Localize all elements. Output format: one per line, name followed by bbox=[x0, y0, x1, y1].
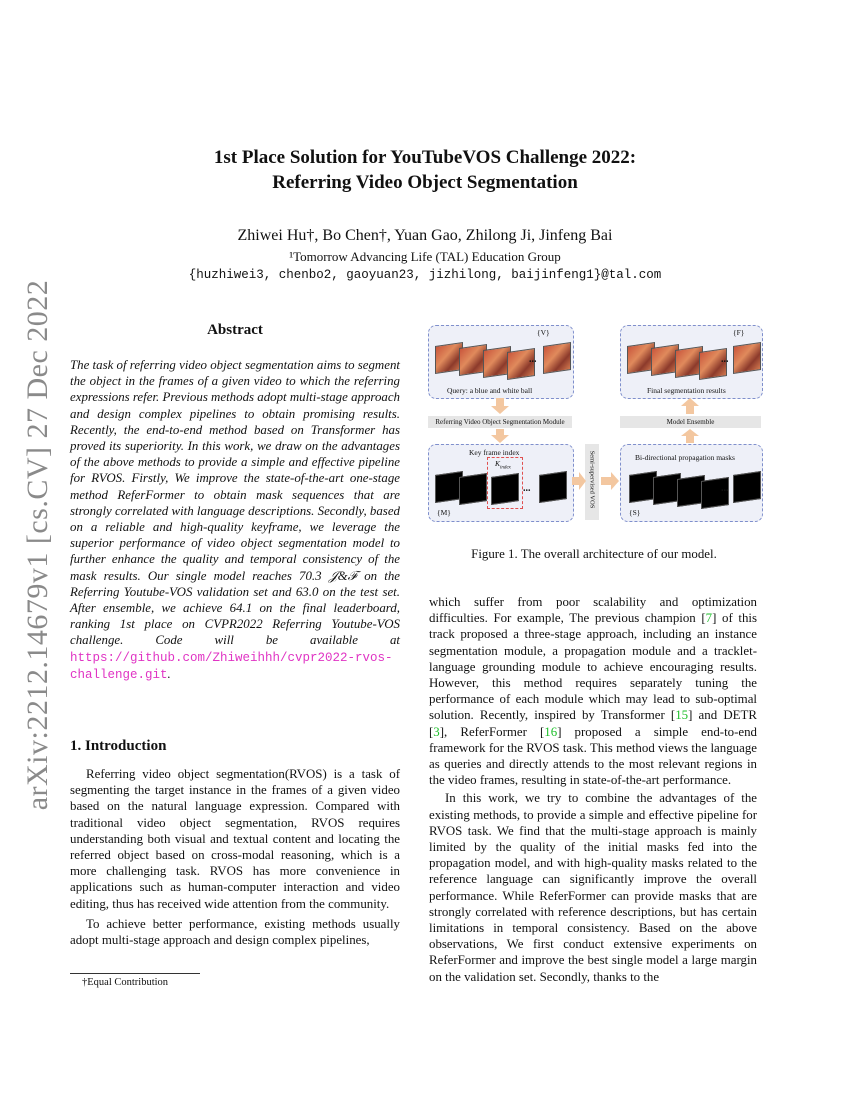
propagation-panel bbox=[620, 444, 763, 522]
up-arrow-icon bbox=[680, 398, 700, 414]
semi-supervised-vos-box: Semi-supervised VOS bbox=[585, 444, 599, 520]
mask-frame bbox=[491, 473, 519, 505]
paper-title-line-1: 1st Place Solution for YouTubeVOS Challenge 2022: bbox=[213, 147, 637, 168]
citation-link[interactable]: 7 bbox=[705, 611, 713, 626]
ellipsis: ... bbox=[523, 483, 531, 494]
citation-link[interactable]: 3 bbox=[433, 724, 440, 739]
set-m-label: {M} bbox=[437, 508, 451, 517]
final-results-label: Final segmentation results bbox=[647, 386, 726, 395]
abstract-text: The task of referring video object segmentation aims to segment the object in the frames of a given video to which the referring expressions refer. Previous methods adopt multi-stage approach and design complex pipelines to obtain promising results. Recently, the end-to-end method based on Transformer has proved its superiority. In this work, we draw on the advantages of the above methods to provide a simple and effective pipeline for RVOS. Firstly, We improve the state-of-the-art one-stage method ReferFormer to obtain mask sequences that are strongly correlated with language descriptions. Secondly, based on a reliable and high-quality keyframe, we leverage the superior performance of video object segmentation model to further enhance the quality and temporal consistency of the mask results. Our single model reaches 70.3 𝒥&ℱ on the Referring Youtube-VOS validation set and 63.0 on the test set. After ensemble, we achieve 64.1 on the final leaderboard, ranking 1st place on CVPR2022 Referring Youtube-VOS challenge. Code will be available at bbox=[70, 358, 400, 648]
right-paragraph-2: In this work, we try to combine the advantages of the existing methods, to provide a simple and effective pipeline for RVOS task. We find that the multi-stage approach is mainly limited by the quality of the initial masks fed into the propagation model, and with high-quality masks related to the reference language can significantly improve the overall performance. While ReferFormer can provide masks that are strongly correlated with reference descriptions, but has certain limitations in temporal consistency. Based on the above observations, We first conduct extensive experiments on ReferFormer and improve the best single model a large margin on the validation set. Secondly, thanks to the bbox=[429, 791, 757, 984]
citation-link[interactable]: 16 bbox=[544, 724, 558, 739]
key-frame-label: Key frame index bbox=[469, 448, 520, 457]
introduction-heading: 1. Introduction bbox=[70, 738, 167, 754]
abstract-end: . bbox=[167, 666, 171, 681]
mask-frame bbox=[459, 473, 487, 505]
set-s-label: {S} bbox=[629, 508, 641, 517]
down-arrow-icon bbox=[490, 429, 510, 443]
intro-paragraph-2: To achieve better performance, existing methods usually adopt multi-stage approach and design complex pipelines, bbox=[70, 916, 400, 948]
right-column-body bbox=[429, 594, 757, 985]
query-label: Query: a blue and white ball bbox=[447, 386, 533, 395]
key-frame-panel bbox=[428, 444, 574, 522]
right-arrow-icon bbox=[572, 472, 586, 490]
figure-caption: Figure 1. The overall architecture of our model. bbox=[471, 547, 717, 561]
mask-frame bbox=[539, 471, 567, 503]
affiliation: ¹Tomorrow Advancing Life (TAL) Education Group bbox=[289, 249, 561, 264]
set-f-label: {F} bbox=[733, 328, 745, 337]
citation-link[interactable]: 15 bbox=[675, 708, 689, 723]
query-video-panel bbox=[428, 325, 574, 399]
author-emails: {huzhiwei3, chenbo2, gaoyuan23, jizhilong, baijinfeng1}@tal.com bbox=[188, 268, 662, 282]
final-results-panel bbox=[620, 325, 763, 399]
architecture-figure bbox=[428, 320, 761, 530]
abstract-heading: Abstract bbox=[207, 322, 263, 338]
abstract-body bbox=[70, 357, 400, 683]
video-frame bbox=[543, 342, 571, 374]
set-v-label: {V} bbox=[537, 328, 550, 337]
up-arrow-icon bbox=[680, 429, 700, 443]
down-arrow-icon bbox=[490, 398, 510, 414]
right-arrow-icon bbox=[601, 472, 619, 490]
ellipsis: ... bbox=[529, 354, 537, 365]
model-ensemble-box: Model Ensemble bbox=[620, 416, 761, 428]
bidirectional-label: Bi-directional propagation masks bbox=[635, 453, 735, 462]
right-paragraph-1: which suffer from poor scalability and optimization difficulties. For example, The previous champion [7] of this track proposed a three-stage approach, including an instance segmentation module, a propagation module and a tracklet-language grounding module to achieve encouraging results. However, this method requires separately tuning the performance of each module which may lead to sub-optimal solution. Recently, inspired by Transformer [15] and DETR [3], ReferFormer [16] proposed a simple end-to-end framework for the RVOS task. This method views the language as queries and directly attends to the most relevant regions in the video frames, resulting in state-of-the-art performance. bbox=[429, 595, 757, 788]
intro-paragraph-1: Referring video object segmentation(RVOS) is a task of segmenting the target instance in the frames of a given video based on the natural language expression. Compared with traditional video object segmentation, RVOS requires understanding both visual and textual content and locating the referred object based on cross-modal reasoning, which is a more challenging task. RVOS has more convenience in applications such as human-computer interaction and video editing, thus has received wide attention from the community. bbox=[70, 767, 400, 911]
rvos-module-box: Referring Video Object Segmentation Module bbox=[428, 416, 572, 428]
ellipsis: ... bbox=[721, 483, 729, 494]
footnote: †Equal Contribution bbox=[82, 977, 169, 988]
k-index-label: $K_{index}$ bbox=[495, 459, 511, 471]
footnote-divider bbox=[70, 973, 200, 974]
ellipsis: ... bbox=[721, 354, 729, 365]
arxiv-identifier: arXiv:2212.14679v1 [cs.CV] 27 Dec 2022 bbox=[21, 279, 54, 811]
author-list: Zhiwei Hu†, Bo Chen†, Yuan Gao, Zhilong Ji, Jinfeng Bai bbox=[237, 227, 613, 244]
propagated-mask-frame bbox=[733, 471, 761, 503]
paper-title-line-2: Referring Video Object Segmentation bbox=[272, 172, 578, 193]
introduction-body bbox=[70, 766, 400, 948]
code-url-link[interactable]: https://github.com/Zhiweihhh/cvpr2022-rvos-challenge.git bbox=[70, 650, 393, 682]
result-frame bbox=[733, 342, 761, 374]
